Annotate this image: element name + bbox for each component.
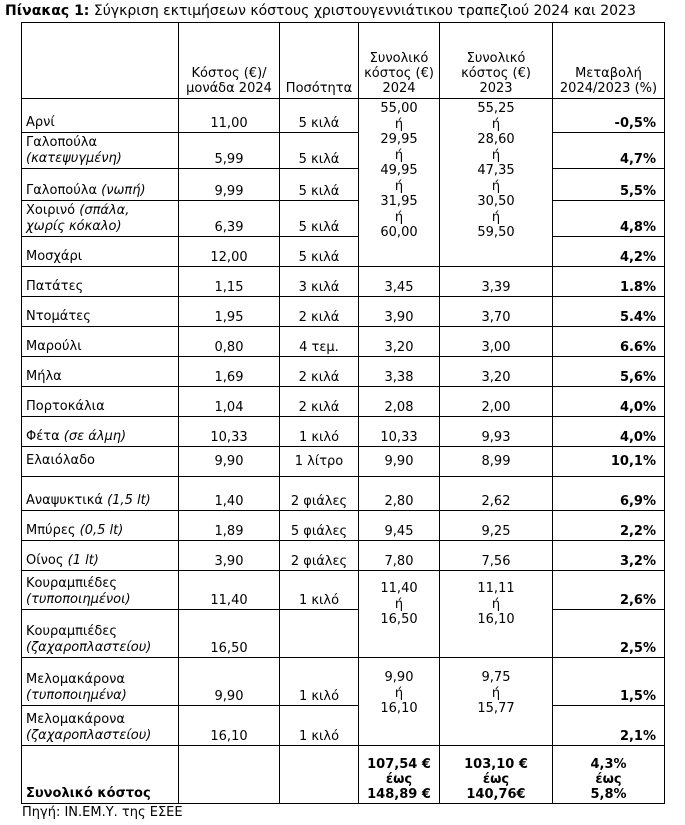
row-total-2024: 9,45 [359, 511, 440, 541]
value: 9,90 [384, 670, 414, 685]
row-name-main: Μελομακάρονα [26, 672, 125, 687]
header-unit-cost: Κόστος (€)/ μονάδα 2024 [179, 23, 280, 99]
table-row [22, 658, 665, 706]
row-unit-cost: 10,33 [179, 417, 280, 447]
row-name-note: (0,5 lt) [79, 523, 124, 538]
header-row [22, 23, 665, 99]
row-total-2024: 3,38 [359, 357, 440, 387]
or-separator: ή [394, 147, 404, 163]
table-row [22, 201, 665, 237]
or-separator: ή [491, 596, 501, 612]
row-name-main: Οίνος [26, 553, 64, 568]
row-name [22, 706, 179, 746]
row-name-main: Γαλοπούλα [26, 135, 98, 150]
header-change: Μεταβολή 2024/2023 (%) [553, 23, 665, 99]
row-name: Πατάτες [22, 267, 179, 297]
row-quantity: 2 φιάλες [280, 541, 359, 571]
row-change: 4,2% [553, 237, 665, 267]
row-unit-cost: 11,40 [179, 571, 280, 610]
row-total-2023: 3,20 [440, 357, 553, 387]
table-row [22, 237, 665, 267]
row-change: 6.6% [553, 327, 665, 357]
value: 5,8% [590, 787, 627, 802]
value: 59,50 [477, 225, 515, 240]
row-change: 2,5% [553, 610, 665, 658]
total-2024 [359, 746, 440, 804]
table-row [22, 541, 665, 571]
table-row [22, 327, 665, 357]
value: 60,00 [380, 225, 418, 240]
row-total-2023: 9,93 [440, 417, 553, 447]
row-name-note: (1,5 lt) [107, 493, 151, 508]
row-total-2023: 2,00 [440, 387, 553, 417]
row-unit-cost: 1,69 [179, 357, 280, 387]
row-quantity: 3 κιλά [280, 267, 359, 297]
row-name: Μαρούλι [22, 327, 179, 357]
or-separator: ή [491, 209, 501, 225]
merged-total-2023-kourabiedes [440, 571, 553, 658]
row-unit-cost: 9,99 [179, 169, 280, 201]
or-separator: ή [491, 685, 501, 701]
caption-text: Σύγκριση εκτιμήσεων κόστους χριστουγεννιάτικου τραπεζιού 2024 και 2023 [93, 3, 636, 19]
table-row [22, 571, 665, 610]
row-quantity: 5 φιάλες [280, 511, 359, 541]
row-quantity: 1 κιλό [280, 571, 359, 610]
row-name-main: Αναψυκτικά [26, 493, 103, 508]
row-name [22, 610, 179, 658]
row-total-2023: 2,62 [440, 477, 553, 511]
value: 140,76€ [466, 787, 526, 802]
row-unit-cost: 9,90 [179, 658, 280, 706]
row-total-2024: 3,45 [359, 267, 440, 297]
or-separator: ή [394, 178, 404, 194]
row-unit-cost: 6,39 [179, 201, 280, 237]
row-name-note: (1 lt) [67, 553, 99, 568]
range-separator: έως [595, 772, 622, 787]
row-name-main: Γαλοπούλα [26, 183, 98, 198]
row-quantity: 1 κιλό [280, 658, 359, 706]
cost-comparison-table [21, 22, 665, 804]
row-name [22, 511, 179, 541]
or-separator: ή [491, 178, 501, 194]
row-quantity: 5 κιλά [280, 133, 359, 169]
value: 55,25 [477, 101, 515, 116]
row-total-2023: 7,56 [440, 541, 553, 571]
row-name-main: Κουραμπιέδες [26, 576, 117, 591]
row-unit-cost: 16,50 [179, 610, 280, 658]
range-separator: έως [385, 772, 413, 787]
row-unit-cost: 3,90 [179, 541, 280, 571]
value: 55,00 [380, 101, 418, 116]
row-quantity: 2 κιλά [280, 297, 359, 327]
row-name-note: (νωπή) [101, 183, 146, 198]
row-name: Μήλα [22, 357, 179, 387]
row-name: Ντομάτες [22, 297, 179, 327]
row-quantity: 2 φιάλες [280, 477, 359, 511]
row-total-2023: 3,00 [440, 327, 553, 357]
row-name-note: (ζαχαροπλαστείου) [26, 728, 152, 743]
row-total-2024: 3,90 [359, 297, 440, 327]
row-change: 2,2% [553, 511, 665, 541]
value: 28,60 [477, 132, 515, 147]
row-quantity: 5 κιλά [280, 99, 359, 133]
row-unit-cost: 5,99 [179, 133, 280, 169]
header-total-2023: Συνολικό κόστος (€) 2023 [440, 23, 553, 99]
table-row [22, 267, 665, 297]
row-name-main: Μπύρες [26, 523, 76, 538]
row-total-2023: 3,70 [440, 297, 553, 327]
total-label: Συνολικό κόστος [22, 746, 179, 804]
value: 47,35 [477, 163, 515, 178]
value: 103,10 € [464, 757, 528, 772]
row-unit-cost: 1,89 [179, 511, 280, 541]
table-row [22, 297, 665, 327]
row-quantity: 2 κιλά [280, 357, 359, 387]
merged-total-2023-melomakarona [440, 658, 553, 746]
row-change: 4,8% [553, 201, 665, 237]
row-name-note: (σε άλμη) [63, 429, 127, 444]
total-row [22, 746, 665, 804]
row-unit-cost: 1,15 [179, 267, 280, 297]
row-name-note: (τυποποιημένα) [26, 688, 127, 703]
header-quantity: Ποσότητα [280, 23, 359, 99]
row-name-note: (σπάλα, [79, 203, 130, 218]
caption-prefix: Πίνακας 1: [5, 3, 90, 19]
value: 9,75 [481, 670, 511, 685]
row-total-2024: 10,33 [359, 417, 440, 447]
merged-total-2023-meat [440, 99, 553, 267]
row-name-main: Κουραμπιέδες [26, 624, 117, 639]
row-change: 1.8% [553, 267, 665, 297]
value: 31,95 [380, 194, 418, 209]
value: 4,3% [590, 757, 627, 772]
row-name-main: Μελομακάρονα [26, 712, 125, 727]
row-unit-cost: 1,95 [179, 297, 280, 327]
row-change: 2,1% [553, 706, 665, 746]
source-note: Πηγή: ΙΝ.ΕΜ.Υ. της ΕΣΕΕ [22, 805, 183, 820]
row-name-note: (ζαχαροπλαστείου) [26, 640, 152, 655]
row-change: 5,5% [553, 169, 665, 201]
row-unit-cost: 16,10 [179, 706, 280, 746]
merged-total-2024-meat [359, 99, 440, 267]
row-name [22, 477, 179, 511]
table-row [22, 447, 665, 477]
row-quantity [280, 610, 359, 658]
table-row [22, 417, 665, 447]
value: 148,89 € [367, 787, 431, 802]
value: 107,54 € [367, 757, 431, 772]
or-separator: ή [394, 596, 404, 612]
row-quantity: 2 κιλά [280, 387, 359, 417]
row-change: 10,1% [553, 447, 665, 477]
header-total-2024: Συνολικό κόστος (€) 2024 [359, 23, 440, 99]
row-change: 6,9% [553, 477, 665, 511]
row-name: Αρνί [22, 99, 179, 133]
row-unit-cost: 0,80 [179, 327, 280, 357]
value: 30,50 [477, 194, 515, 209]
row-name [22, 201, 179, 237]
row-total-2024: 2,80 [359, 477, 440, 511]
row-change: 2,6% [553, 571, 665, 610]
row-unit-cost: 12,00 [179, 237, 280, 267]
row-change: 3,2% [553, 541, 665, 571]
row-change: -0,5% [553, 99, 665, 133]
row-name [22, 417, 179, 447]
table-row [22, 511, 665, 541]
row-total-2024: 2,08 [359, 387, 440, 417]
table-caption [5, 3, 636, 19]
value: 11,11 [477, 581, 515, 596]
row-name: Ελαιόλαδο [22, 447, 179, 477]
row-change: 4,0% [553, 417, 665, 447]
row-total-2024: 3,20 [359, 327, 440, 357]
row-change: 4,0% [553, 387, 665, 417]
row-name [22, 133, 179, 169]
row-total-2023: 9,25 [440, 511, 553, 541]
row-name-main: Χοιρινό [26, 203, 76, 218]
row-name [22, 541, 179, 571]
or-separator: ή [491, 147, 501, 163]
row-quantity: 5 κιλά [280, 169, 359, 201]
row-name: Μοσχάρι [22, 237, 179, 267]
table-row [22, 706, 665, 746]
row-change: 1,5% [553, 658, 665, 706]
row-change: 4,7% [553, 133, 665, 169]
table-row [22, 387, 665, 417]
row-total-2024: 9,90 [359, 447, 440, 477]
row-quantity: 5 κιλά [280, 237, 359, 267]
row-name: Πορτοκάλια [22, 387, 179, 417]
table-row [22, 357, 665, 387]
table-row [22, 169, 665, 201]
row-change: 5,6% [553, 357, 665, 387]
row-quantity: 1 λίτρο [280, 447, 359, 477]
row-name [22, 658, 179, 706]
value: 16,10 [477, 612, 515, 627]
merged-total-2024-kourabiedes [359, 571, 440, 658]
value: 49,95 [380, 163, 418, 178]
table-row [22, 133, 665, 169]
value: 16,50 [380, 612, 418, 627]
row-unit-cost: 9,90 [179, 447, 280, 477]
total-change [553, 746, 665, 804]
row-unit-cost: 11,00 [179, 99, 280, 133]
row-quantity: 5 κιλά [280, 201, 359, 237]
total-2023 [440, 746, 553, 804]
or-separator: ή [394, 209, 404, 225]
row-quantity: 1 κιλό [280, 417, 359, 447]
value: 16,10 [380, 701, 418, 716]
row-quantity: 1 κιλό [280, 706, 359, 746]
header-product [22, 23, 179, 99]
row-unit-cost: 1,40 [179, 477, 280, 511]
or-separator: ή [491, 116, 501, 132]
row-name-note: χωρίς κόκαλο) [26, 219, 122, 234]
row-name-note: (κατεψυγμένη) [26, 151, 122, 166]
row-change: 5.4% [553, 297, 665, 327]
value: 11,40 [380, 581, 418, 596]
row-quantity: 4 τεμ. [280, 327, 359, 357]
range-separator: έως [482, 772, 510, 787]
row-name-main: Φέτα [26, 429, 60, 444]
empty-cell [179, 746, 280, 804]
row-total-2023: 3,39 [440, 267, 553, 297]
row-total-2024: 7,80 [359, 541, 440, 571]
value: 15,77 [477, 701, 515, 716]
row-name [22, 571, 179, 610]
row-name [22, 169, 179, 201]
value: 29,95 [380, 132, 418, 147]
row-unit-cost: 1,04 [179, 387, 280, 417]
empty-cell [280, 746, 359, 804]
table-row [22, 99, 665, 133]
table-row [22, 477, 665, 511]
row-total-2023: 8,99 [440, 447, 553, 477]
or-separator: ή [394, 685, 404, 701]
table-row [22, 610, 665, 658]
row-name-note: (τυποποιημένοι) [26, 592, 131, 607]
or-separator: ή [394, 116, 404, 132]
merged-total-2024-melomakarona [359, 658, 440, 746]
